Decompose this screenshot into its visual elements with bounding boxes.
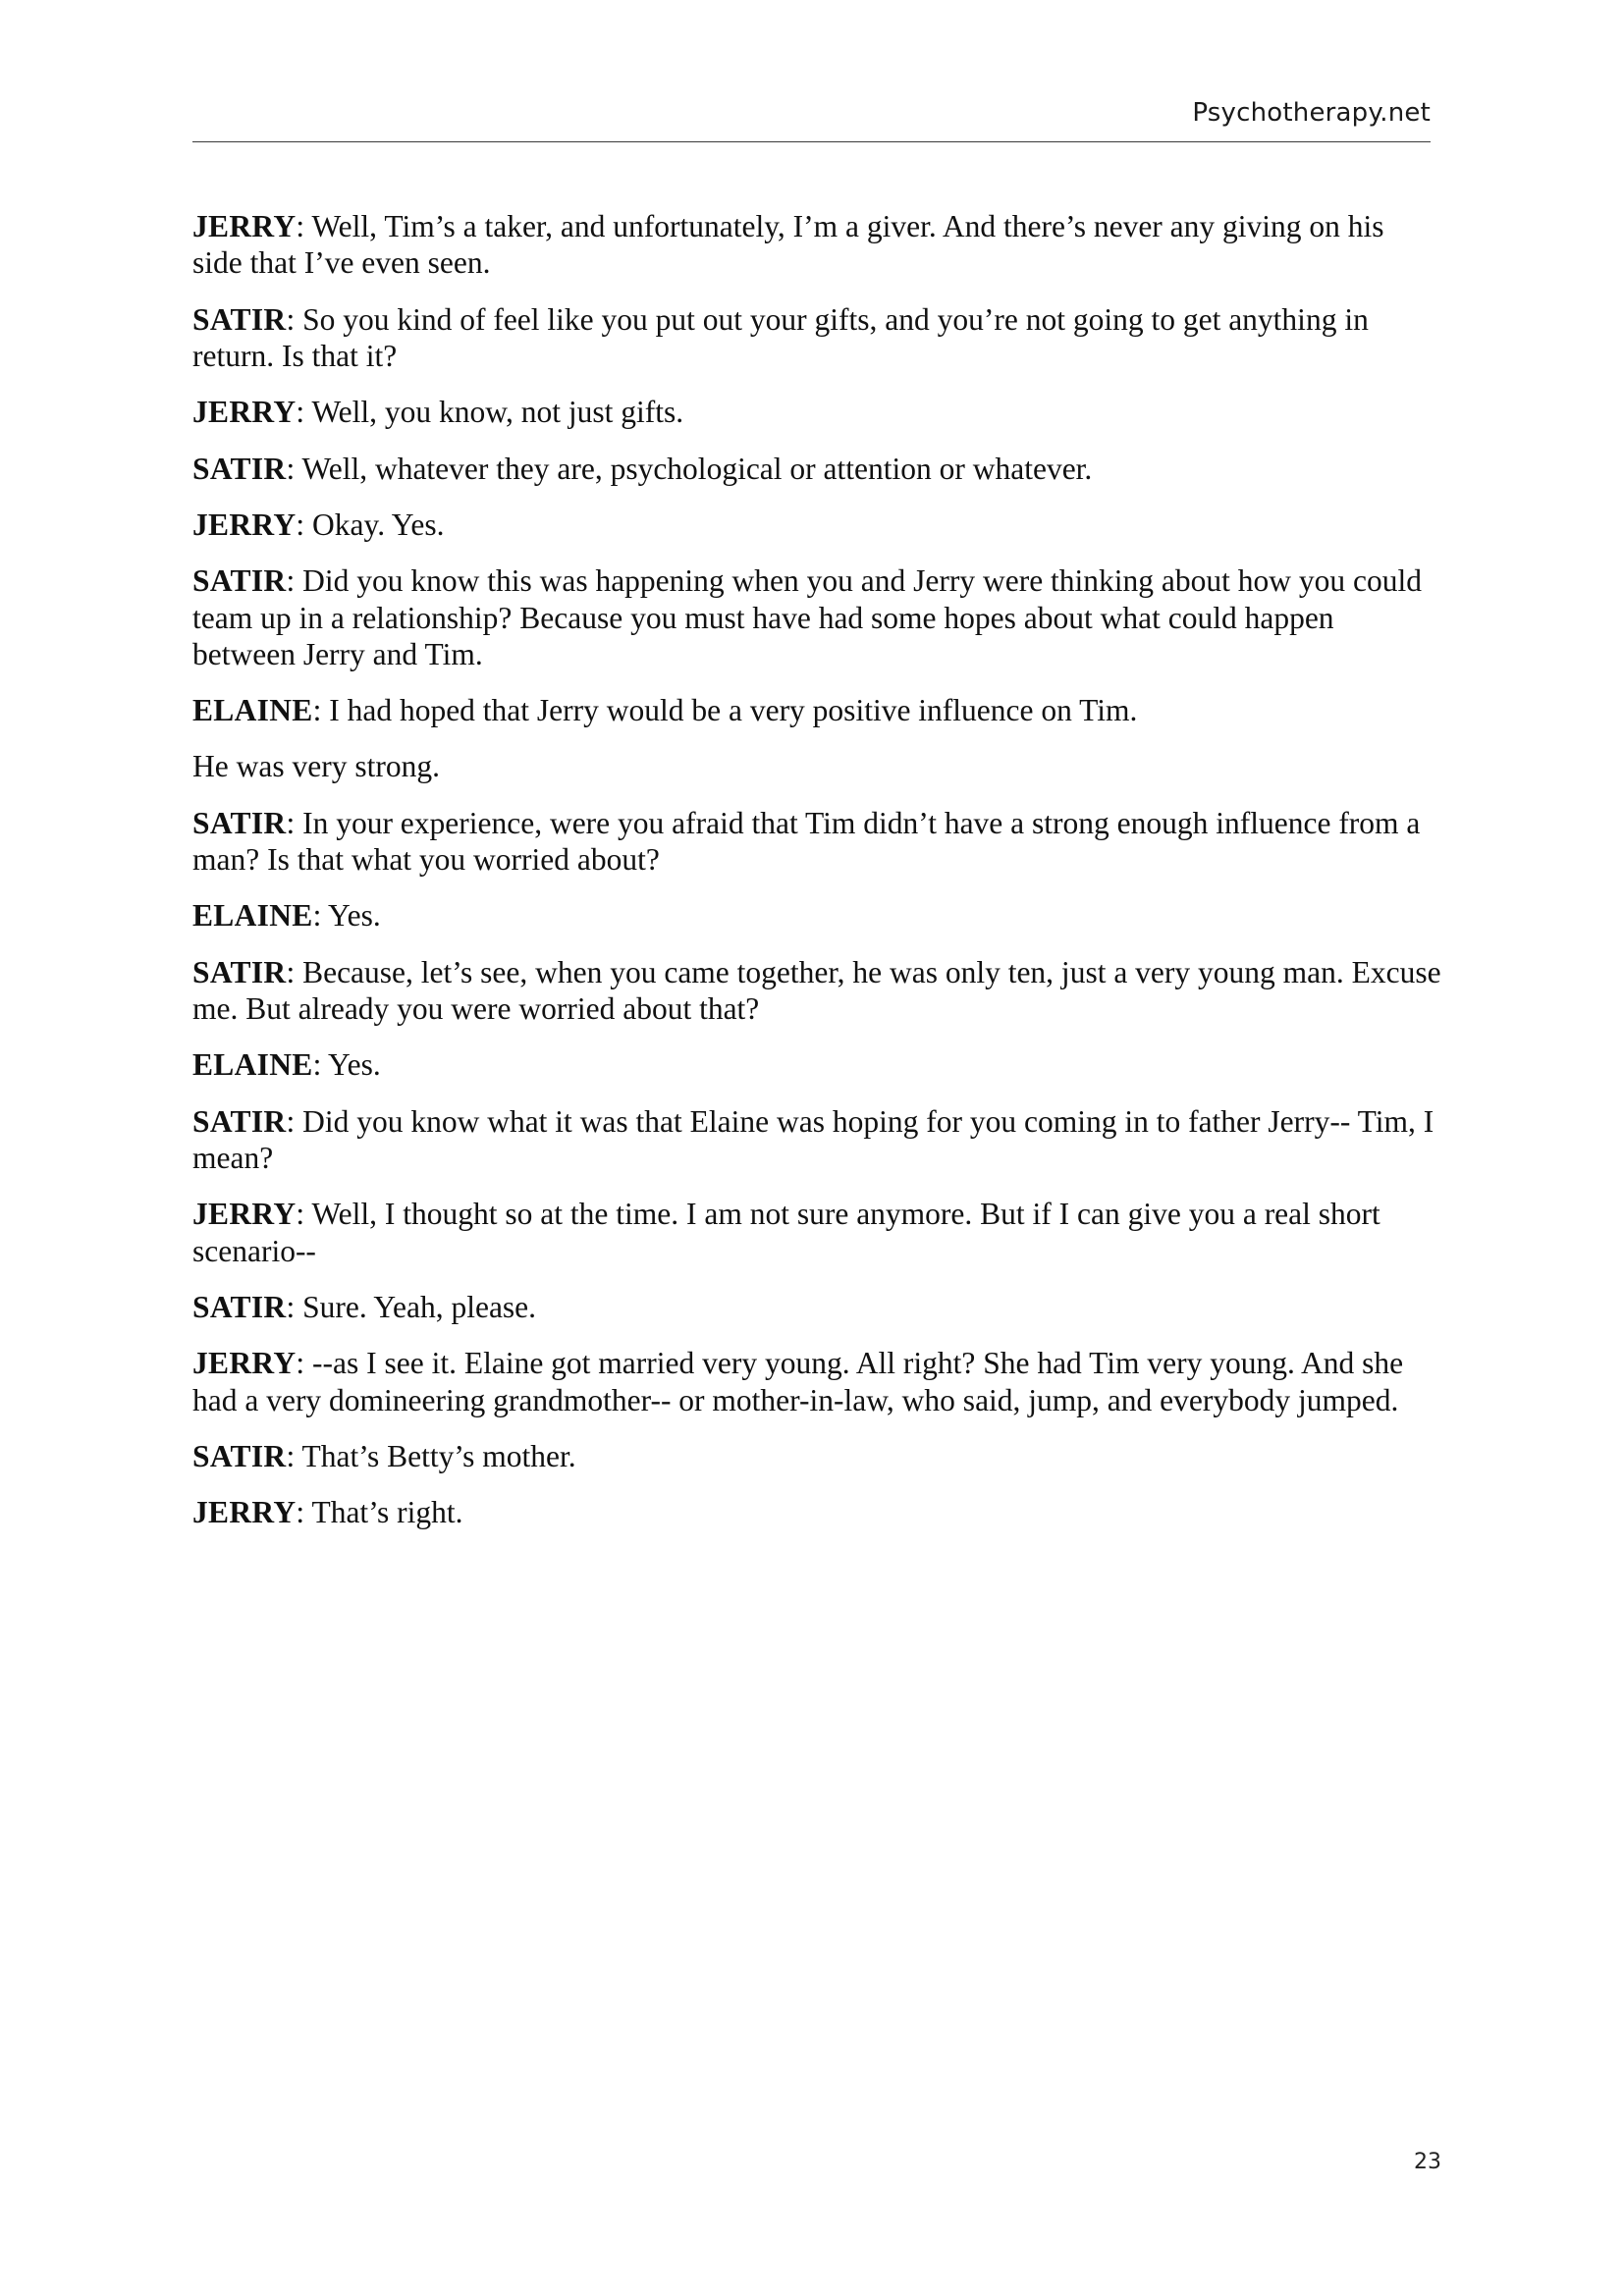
- site-title: Psychotherapy.net: [1192, 98, 1431, 128]
- speech-text: : Sure. Yeah, please.: [286, 1289, 537, 1324]
- speaker-label: JERRY: [192, 395, 297, 430]
- transcript-paragraph: [192, 507, 1441, 543]
- speech-text: He was very strong.: [192, 749, 440, 784]
- speech-text: : --as I see it. Elaine got married very young. All right? She had Tim very young. And she had a very domineering grandmother-- or mother-in-law, who said, jump, and everybody jumped.: [192, 1346, 1404, 1417]
- speech-text: : Yes.: [312, 898, 381, 934]
- transcript-paragraph: [192, 805, 1441, 879]
- transcript-paragraph: [192, 897, 1441, 934]
- transcript-paragraph: [192, 1345, 1441, 1418]
- speaker-label: ELAINE: [192, 898, 313, 934]
- transcript-paragraph: [192, 301, 1441, 375]
- transcript-paragraph: [192, 394, 1441, 430]
- transcript-paragraph: [192, 1438, 1441, 1474]
- transcript-paragraph: [192, 954, 1441, 1028]
- transcript-paragraph: [192, 1046, 1441, 1083]
- speaker-label: SATIR: [192, 451, 287, 486]
- speech-text: : That’s right.: [296, 1495, 463, 1530]
- speech-text: : So you kind of feel like you put out your gifts, and you’re not going to get anything in return. Is that it?: [192, 301, 1369, 373]
- transcript-paragraph: [192, 748, 1441, 784]
- transcript-paragraph: [192, 1103, 1441, 1177]
- speech-text: : Because, let’s see, when you came together, he was only ten, just a very young man. Excuse me. But already you were worried about that?: [192, 954, 1441, 1026]
- transcript-paragraph: [192, 1196, 1441, 1269]
- transcript-paragraph: [192, 1494, 1441, 1530]
- transcript-paragraph: [192, 1289, 1441, 1325]
- speech-text: : In your experience, were you afraid that Tim didn’t have a strong enough influence from a man? Is that what you worried about?: [192, 805, 1421, 878]
- speaker-label: SATIR: [192, 1103, 287, 1139]
- speech-text: : Did you know this was happening when you and Jerry were thinking about how you could team up in a relationship? Because you must have had some hopes about what could happen between Jerry and Tim.: [192, 563, 1423, 671]
- speaker-label: JERRY: [192, 1197, 297, 1232]
- speech-text: : Well, I thought so at the time. I am not sure anymore. But if I can give you a real short scenario--: [192, 1197, 1380, 1268]
- speech-text: : Well, whatever they are, psychological or attention or whatever.: [286, 451, 1093, 486]
- transcript-paragraph: [192, 692, 1441, 728]
- speaker-label: JERRY: [192, 507, 297, 542]
- speaker-label: SATIR: [192, 954, 287, 989]
- speaker-label: SATIR: [192, 563, 287, 599]
- speech-text: : Okay. Yes.: [296, 507, 445, 542]
- speaker-label: SATIR: [192, 1289, 287, 1324]
- speech-text: : That’s Betty’s mother.: [286, 1438, 576, 1473]
- speaker-label: ELAINE: [192, 1047, 313, 1083]
- transcript-body: [192, 208, 1441, 1550]
- speaker-label: ELAINE: [192, 693, 313, 728]
- speaker-label: SATIR: [192, 301, 287, 337]
- speech-text: : Did you know what it was that Elaine was hoping for you coming in to father Jerry-- Tim, I mean?: [192, 1103, 1434, 1175]
- speaker-label: JERRY: [192, 1495, 297, 1530]
- page-header: [192, 98, 1431, 142]
- speech-text: : I had hoped that Jerry would be a very positive influence on Tim.: [312, 693, 1138, 728]
- speech-text: : Well, you know, not just gifts.: [296, 395, 684, 430]
- transcript-paragraph: [192, 451, 1441, 487]
- speech-text: : Yes.: [312, 1047, 381, 1083]
- speaker-label: SATIR: [192, 1438, 287, 1473]
- speaker-label: SATIR: [192, 805, 287, 840]
- header-divider: [192, 141, 1431, 142]
- transcript-paragraph: [192, 208, 1441, 282]
- speaker-label: JERRY: [192, 209, 297, 243]
- speech-text: : Well, Tim’s a taker, and unfortunately, I’m a giver. And there’s never any giving on his side that I’ve even seen.: [192, 209, 1384, 281]
- page-number: 23: [1414, 2150, 1441, 2174]
- speaker-label: JERRY: [192, 1346, 297, 1381]
- transcript-paragraph: [192, 562, 1441, 672]
